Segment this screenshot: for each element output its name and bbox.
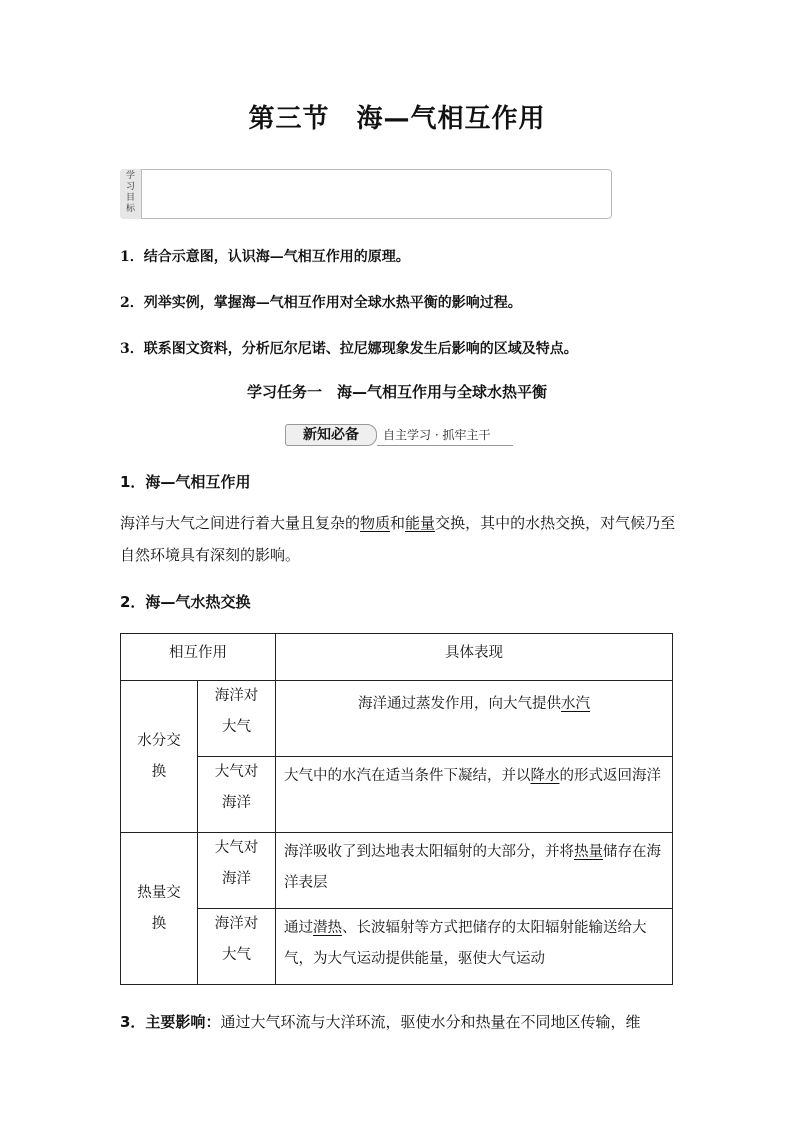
group-heat: 热量交换	[121, 833, 198, 985]
table-row	[121, 833, 673, 909]
section2-heading: 2．海—气水热交换	[120, 593, 251, 611]
objective-1: 1．结合示意图，认识海—气相互作用的原理。	[120, 249, 410, 265]
cell-manifestation: 大气中的水汽在适当条件下凝结，并以降水的形式返回海洋	[276, 757, 673, 833]
section-banner	[285, 424, 513, 446]
table-row	[121, 909, 673, 985]
header-interaction: 相互作用	[121, 634, 276, 681]
banner-main: 新知必备	[285, 424, 377, 446]
task-title: 学习任务一 海—气相互作用与全球水热平衡	[246, 383, 547, 401]
cell-manifestation: 海洋通过蒸发作用，向大气提供水汽	[276, 681, 673, 757]
sub-ocean-to-atmosphere: 海洋对大气	[198, 681, 276, 757]
objective-3: 3．联系图文资料，分析厄尔尼诺、拉尼娜现象发生后影响的区域及特点。	[120, 341, 578, 357]
cell-manifestation: 海洋吸收了到达地表太阳辐射的大部分，并将热量储存在海洋表层	[276, 833, 673, 909]
group-water: 水分交换	[121, 681, 198, 833]
cell-manifestation: 通过潜热、长波辐射等方式把储存的太阳辐射能输送给大气，为大气运动提供能量，驱使大气运动	[276, 909, 673, 985]
learning-goals-tag: 学 习 目 标	[120, 169, 142, 219]
water-heat-exchange-table	[120, 633, 673, 985]
learning-goals-box	[120, 169, 612, 219]
sub-atmosphere-to-ocean: 大气对海洋	[198, 833, 276, 909]
table-row	[121, 681, 673, 757]
table-header-row	[121, 634, 673, 681]
table-row	[121, 757, 673, 833]
page-title: 第三节 海—气相互作用	[248, 104, 546, 134]
objective-2: 2．列举实例，掌握海—气相互作用对全球水热平衡的影响过程。	[120, 295, 522, 311]
banner-sub: 自主学习 · 抓牢主干	[383, 428, 491, 442]
header-manifestation: 具体表现	[276, 634, 673, 681]
section1-paragraph: 海洋与大气之间进行着大量且复杂的物质和能量交换，其中的水热交换，对气候乃至自然环境具有深刻的影响。	[120, 514, 676, 564]
sub-atmosphere-to-ocean: 大气对海洋	[198, 757, 276, 833]
banner-line	[377, 445, 513, 446]
sub-ocean-to-atmosphere: 海洋对大气	[198, 909, 276, 985]
section3-line: 3．主要影响：通过大气环流与大洋环流，驱使水分和热量在不同地区传输，维	[120, 1013, 641, 1031]
section1-heading: 1．海—气相互作用	[120, 473, 251, 491]
